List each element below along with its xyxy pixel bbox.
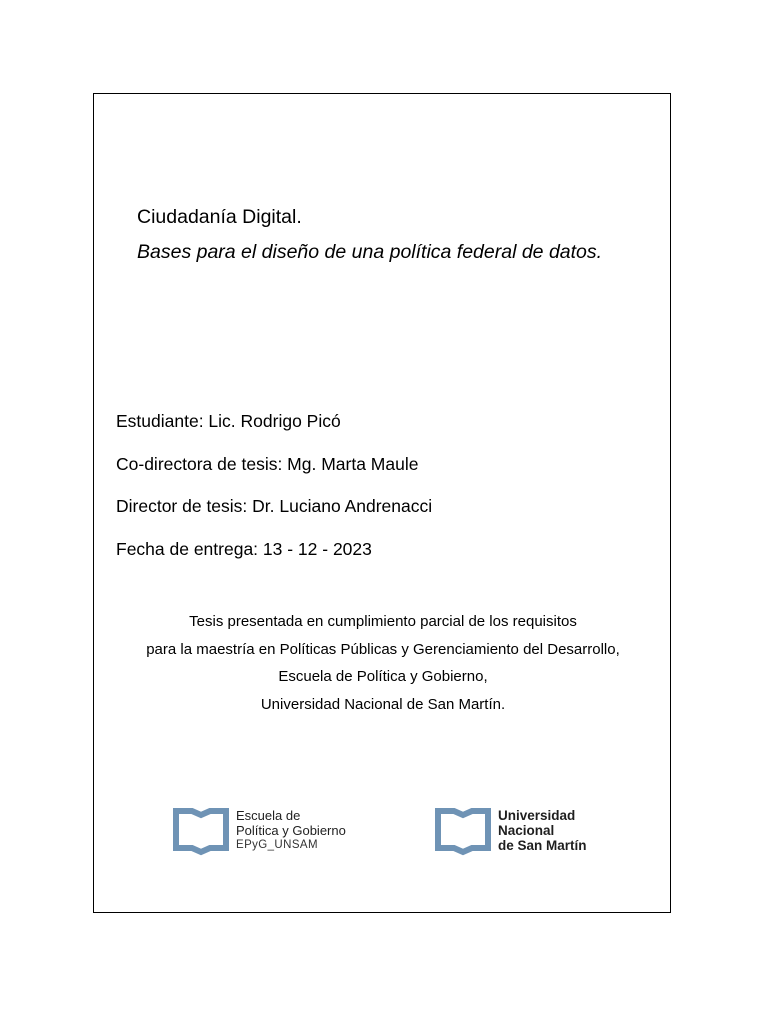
unsam-logo-text <box>498 808 587 853</box>
cover-frame <box>93 93 671 913</box>
unsam-logo <box>434 804 587 856</box>
thesis-subtitle: Bases para el diseño de una política federal de datos. <box>137 241 603 263</box>
thesis-note-line-4: Universidad Nacional de San Martín. <box>260 695 506 713</box>
epyg-logo-line-3: EPyG_UNSAM <box>236 839 318 851</box>
unsam-logo-line-1: Universidad <box>498 807 576 823</box>
thesis-note-line-2: para la maestría en Políticas Públicas y Gerenciamiento del Desarrollo, <box>146 640 620 658</box>
open-book-icon <box>434 804 492 856</box>
thesis-note-line-3: Escuela de Política y Gobierno, <box>278 668 488 685</box>
title-block <box>137 200 677 270</box>
epyg-logo-line-2: Política y Gobierno <box>236 823 346 838</box>
unsam-logo-line-3: de San Martín <box>498 837 587 853</box>
student-line: Estudiante: Lic. Rodrigo Picó <box>116 411 341 431</box>
codirector-line: Co-directora de tesis: Mg. Marta Maule <box>116 453 419 474</box>
thesis-note <box>94 608 672 718</box>
epyg-logo-line-1: Escuela de <box>236 808 301 823</box>
thesis-note-line-1: Tesis presentada en cumplimiento parcial de los requisitos <box>189 613 577 630</box>
epyg-logo-text <box>236 808 346 852</box>
thesis-title: Ciudadanía Digital. <box>137 206 302 228</box>
date-line: Fecha de entrega: 13 - 12 - 2023 <box>116 538 372 559</box>
unsam-logo-line-2: Nacional <box>498 822 555 838</box>
open-book-icon <box>172 804 230 856</box>
info-block <box>116 400 432 570</box>
epyg-logo <box>172 804 346 856</box>
director-line: Director de tesis: Dr. Luciano Andrenacci <box>116 496 433 516</box>
